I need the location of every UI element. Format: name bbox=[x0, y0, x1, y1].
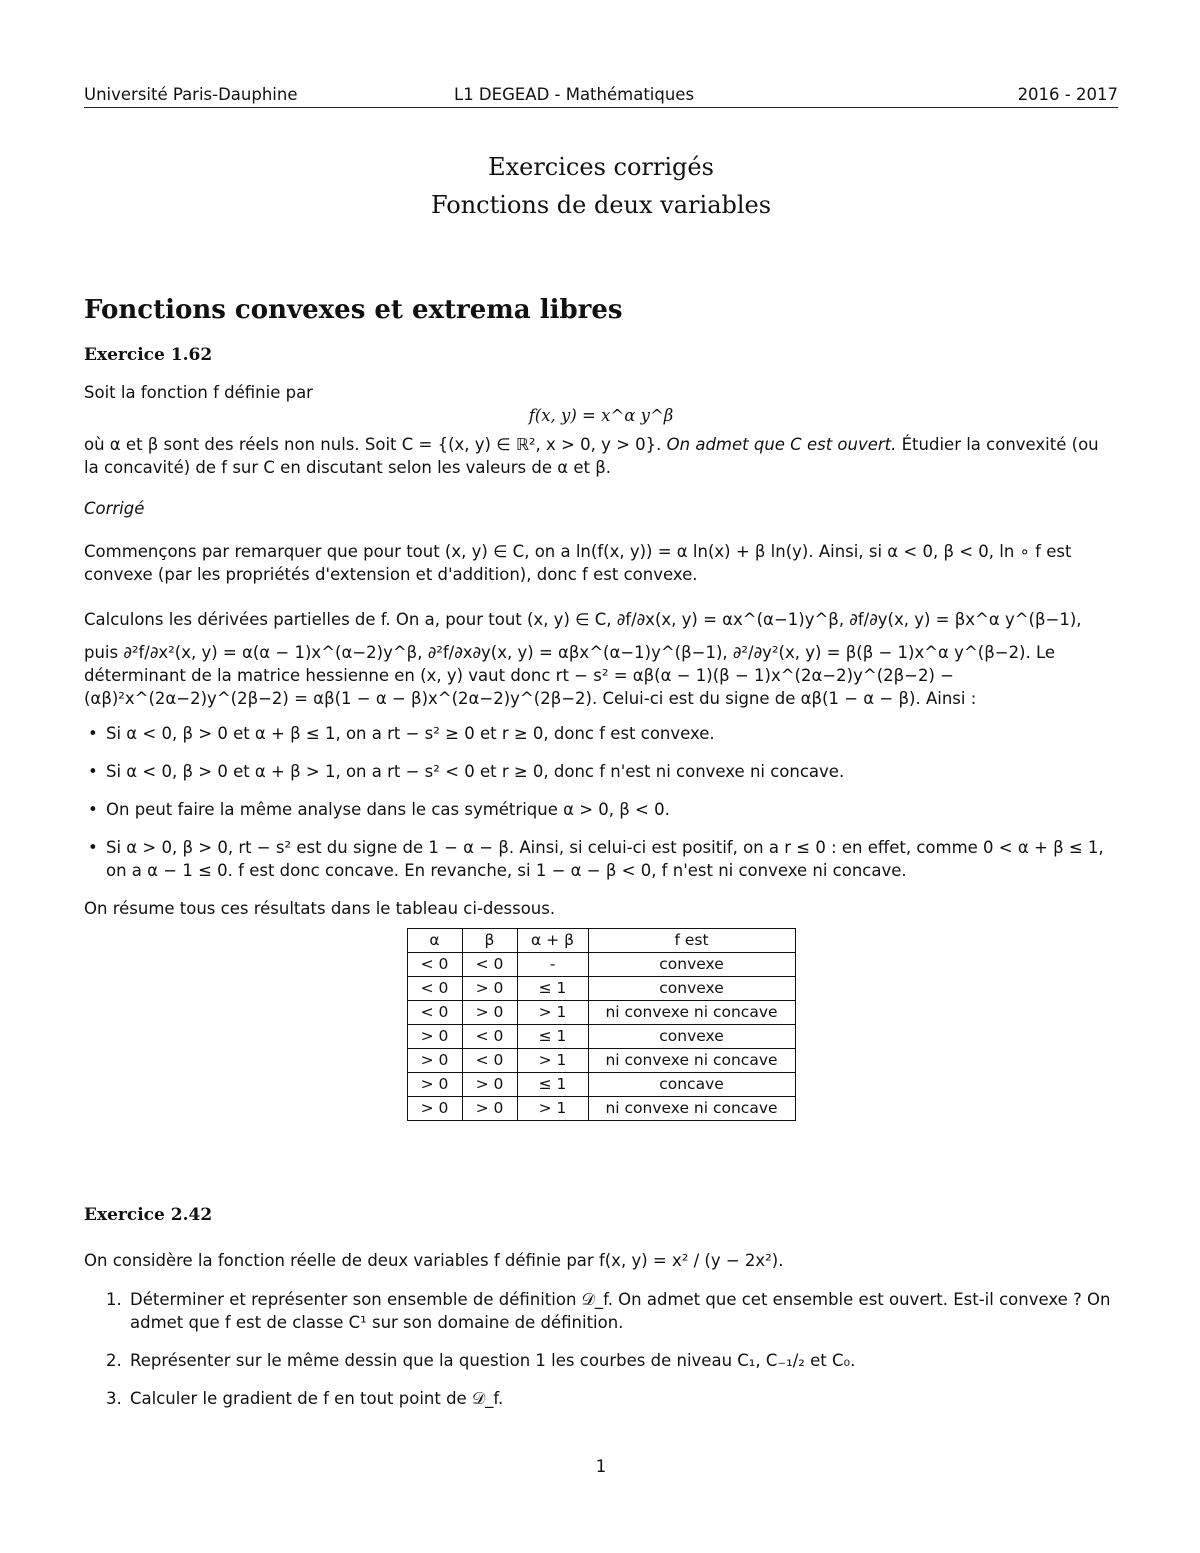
table-cell: > 0 bbox=[462, 1097, 517, 1121]
corrige-paragraph-2: Calculons les dérivées partielles de f. On a, pour tout (x, y) ∈ C, ∂f/∂x(x, y) = αx^(α−1)y^β, ∂f/∂y(x, y) = βx^α y^(β−1), bbox=[84, 610, 1082, 629]
item-text: Déterminer et représenter son ensemble de définition 𝒟_f. On admet que cet ensemble est ouvert. Est-il convexe ? On admet que f est de classe C¹ sur son domaine de définition. bbox=[130, 1290, 1111, 1332]
table-cell: > 1 bbox=[517, 1097, 588, 1121]
item-text: Calculer le gradient de f en tout point de 𝒟_f. bbox=[130, 1389, 504, 1408]
item-number: 1. bbox=[106, 1290, 122, 1309]
exercise-1-heading: Exercice 1.62 bbox=[84, 345, 213, 365]
cases-list bbox=[84, 722, 1118, 882]
corrige-paragraph-1: Commençons par remarquer que pour tout (x, y) ∈ C, on a ln(f(x, y)) = α ln(x) + β ln(y). Ainsi, si α < 0, β < 0, ln ∘ f est convexe (par les propriétés d'extension et d'addition), donc f est convexe. bbox=[84, 542, 1072, 584]
table-cell: ≤ 1 bbox=[517, 977, 588, 1001]
table-cell: > 1 bbox=[517, 1049, 588, 1073]
table-cell: < 0 bbox=[462, 1049, 517, 1073]
list-item: • Si α < 0, β > 0 et α + β ≤ 1, on a rt − s² ≥ 0 et r ≥ 0, donc f est convexe. bbox=[106, 722, 1118, 745]
table-cell: > 0 bbox=[462, 1073, 517, 1097]
col-header-alpha: α bbox=[407, 929, 462, 953]
item-number: 3. bbox=[106, 1389, 122, 1408]
item-number: 2. bbox=[106, 1351, 122, 1370]
exercise-1-formula: f(x, y) = x^α y^β bbox=[528, 406, 674, 425]
table-cell: > 0 bbox=[407, 1049, 462, 1073]
table-cell: < 0 bbox=[462, 953, 517, 977]
statement-part-b: Étudier la convexité (ou la concavité) de f sur C en discutant selon les valeurs de α et β. bbox=[84, 435, 1099, 477]
page-number: 1 bbox=[595, 1457, 607, 1476]
table-cell: < 0 bbox=[462, 1025, 517, 1049]
table-row bbox=[407, 1025, 795, 1049]
header-institution: Université Paris-Dauphine bbox=[84, 85, 298, 104]
results-table bbox=[407, 928, 796, 1121]
table-cell: ni convexe ni concave bbox=[588, 1097, 795, 1121]
table-cell: ≤ 1 bbox=[517, 1073, 588, 1097]
list-item bbox=[106, 1387, 1118, 1410]
table-cell: concave bbox=[588, 1073, 795, 1097]
col-header-sum: α + β bbox=[517, 929, 588, 953]
item-text: Représenter sur le même dessin que la question 1 les courbes de niveau C₁, C₋₁/₂ et C₀. bbox=[130, 1351, 856, 1370]
table-row bbox=[407, 1049, 795, 1073]
exercise-1-intro: Soit la fonction f définie par bbox=[84, 383, 313, 402]
table-cell: > 0 bbox=[407, 1097, 462, 1121]
document-title bbox=[84, 148, 1118, 224]
header-course: L1 DEGEAD - Mathématiques bbox=[454, 85, 695, 104]
list-item: • On peut faire la même analyse dans le cas symétrique α > 0, β < 0. bbox=[106, 798, 1118, 821]
table-cell: < 0 bbox=[407, 953, 462, 977]
corrige-paragraph-3: puis ∂²f/∂x²(x, y) = α(α − 1)x^(α−2)y^β, ∂²f/∂x∂y(x, y) = αβx^(α−1)y^(β−1), ∂²/∂y²(x, y) = β(β − 1)x^α y^(β−2). Le déterminant de la matrice hessienne en (x, y) vaut donc rt − s² = αβ(α − 1)(β − 1)x^(2α−2)y^(2β−2) − (αβ)²x^(2α−2)y^(2β−2) = αβ(1 − α − β)x^(2α−2)y^(2β−2). Celui-ci est du signe de αβ(1 − α − β). Ainsi : bbox=[84, 643, 1056, 708]
table-cell: < 0 bbox=[407, 1001, 462, 1025]
table-header-row bbox=[407, 929, 795, 953]
exercise-2-intro: On considère la fonction réelle de deux variables f définie par f(x, y) = x² / (y − 2x²). bbox=[84, 1251, 784, 1270]
page-header bbox=[84, 83, 1118, 108]
table-cell: - bbox=[517, 953, 588, 977]
table-row bbox=[407, 1097, 795, 1121]
table-cell: ni convexe ni concave bbox=[588, 1001, 795, 1025]
table-row bbox=[407, 1001, 795, 1025]
header-year: 2016 - 2017 bbox=[1017, 85, 1118, 104]
exercise-2 bbox=[84, 1204, 1118, 1425]
title-line-1: Exercices corrigés bbox=[488, 153, 714, 181]
table-cell: > 0 bbox=[462, 1001, 517, 1025]
table-cell: convexe bbox=[588, 1025, 795, 1049]
title-line-2: Fonctions de deux variables bbox=[430, 191, 772, 219]
list-item: • Si α > 0, β > 0, rt − s² est du signe de 1 − α − β. Ainsi, si celui-ci est positif, on a r ≤ 0 : en effet, comme 0 < α + β ≤ 1, on a α − 1 ≤ 0. f est donc concave. En revanche, si 1 − α − β < 0, f n'est ni convexe ni concave. bbox=[106, 836, 1118, 882]
table-row bbox=[407, 1073, 795, 1097]
statement-emphasis: On admet que C est ouvert. bbox=[666, 435, 897, 454]
table-cell: > 0 bbox=[407, 1073, 462, 1097]
exercise-1-statement bbox=[84, 433, 1118, 479]
summary-text: On résume tous ces résultats dans le tableau ci-dessous. bbox=[84, 899, 556, 918]
table-row bbox=[407, 953, 795, 977]
table-row bbox=[407, 977, 795, 1001]
questions-list bbox=[84, 1288, 1118, 1410]
table-cell: > 1 bbox=[517, 1001, 588, 1025]
table-cell: > 0 bbox=[407, 1025, 462, 1049]
list-item bbox=[106, 1288, 1118, 1334]
statement-part-a: où α et β sont des réels non nuls. Soit C = {(x, y) ∈ ℝ², x > 0, y > 0}. bbox=[84, 435, 667, 454]
col-header-beta: β bbox=[462, 929, 517, 953]
table-cell: ni convexe ni concave bbox=[588, 1049, 795, 1073]
table-cell: > 0 bbox=[462, 977, 517, 1001]
table-cell: ≤ 1 bbox=[517, 1025, 588, 1049]
section-title: Fonctions convexes et extrema libres bbox=[84, 295, 623, 325]
exercise-1 bbox=[84, 344, 1118, 1121]
list-item bbox=[106, 1349, 1118, 1372]
list-item: • Si α < 0, β > 0 et α + β > 1, on a rt − s² < 0 et r ≥ 0, donc f n'est ni convexe ni concave. bbox=[106, 760, 1118, 783]
table-cell: convexe bbox=[588, 953, 795, 977]
table-cell: < 0 bbox=[407, 977, 462, 1001]
exercise-2-heading: Exercice 2.42 bbox=[84, 1205, 213, 1225]
col-header-nature: f est bbox=[588, 929, 795, 953]
corrige-label: Corrigé bbox=[84, 499, 145, 518]
table-cell: convexe bbox=[588, 977, 795, 1001]
